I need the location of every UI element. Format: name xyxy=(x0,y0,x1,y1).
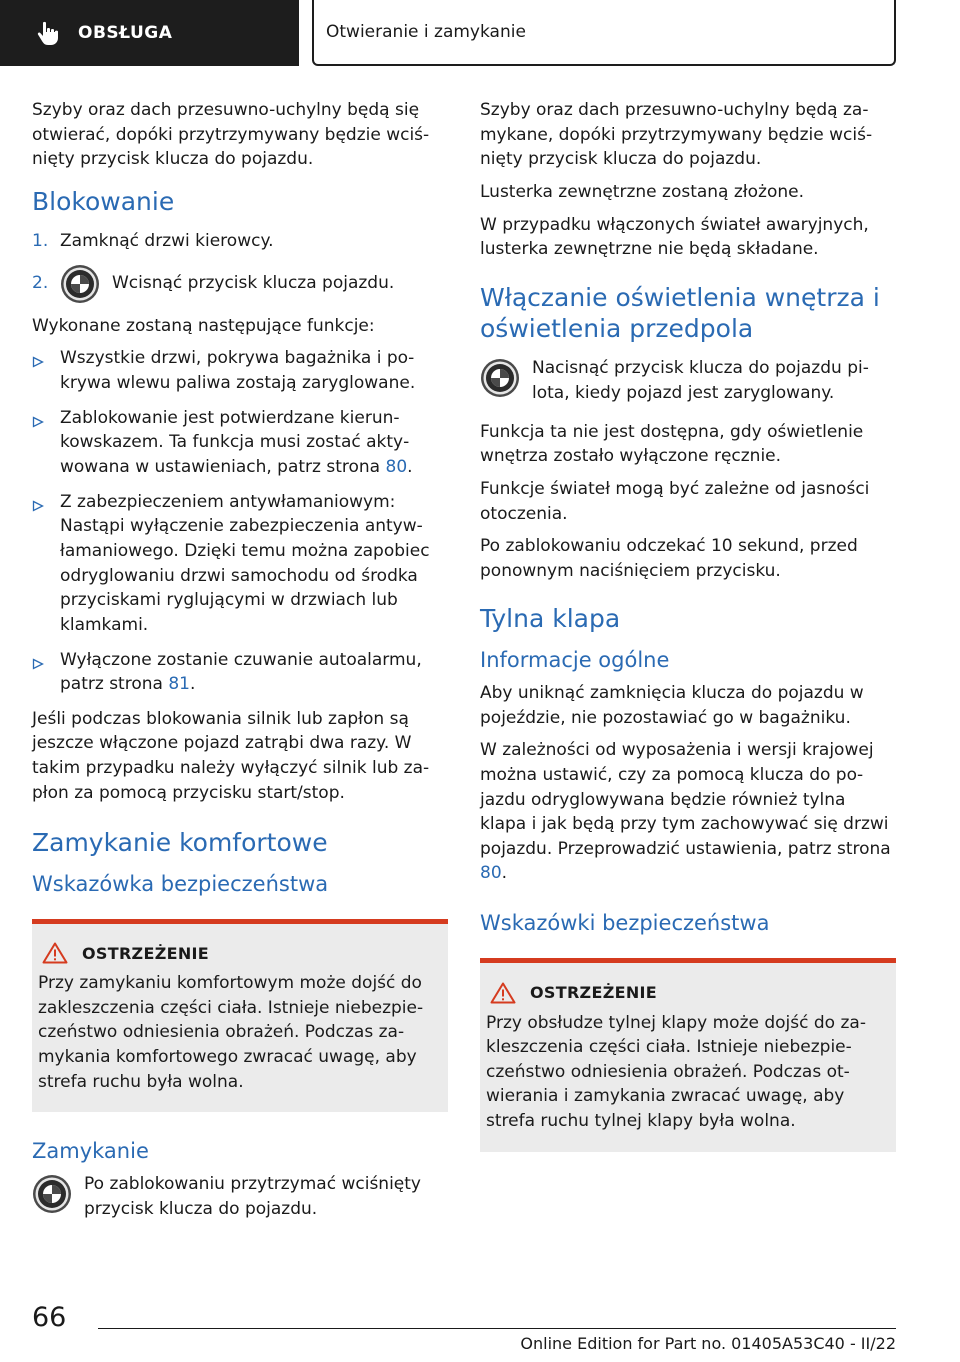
paragraph: Szyby oraz dach przesuwno-uchylny będą zamykane, dopóki przytrzymywany będzie wciśnięty przycisk klucza do pojazdu. xyxy=(480,100,873,170)
edition-text: Online Edition for Part no. 01405A53C40 - II/22 xyxy=(520,1334,896,1353)
list-item xyxy=(32,346,448,395)
punctuation: . xyxy=(501,863,508,884)
list-item xyxy=(32,406,448,480)
footer-divider xyxy=(98,1328,896,1329)
warning-text: Przy obsłudze tylnej klapy może dojść do zakleszczenia części ciała. Istnieje niebezpieczeństwo odniesienia obrażeń. Podczas otwierania i zamykania zwracać uwagę, aby strefa ruchu tylnej klapy była wolna. xyxy=(486,1012,866,1132)
page-number: 66 xyxy=(32,1302,67,1333)
subheading-safety: Wskazówki bezpieczeństwa xyxy=(480,911,770,936)
key-instruction xyxy=(480,356,896,405)
key-button-icon xyxy=(480,358,520,398)
step-text: Zamknąć drzwi kierowcy. xyxy=(60,231,274,252)
right-column xyxy=(480,98,896,1170)
paragraph: Funkcje świateł mogą być zależne od jasności otoczenia. xyxy=(480,478,870,524)
list-item xyxy=(32,648,448,697)
punctuation: . xyxy=(189,674,196,695)
warning-triangle-icon xyxy=(490,982,516,1004)
list-item-text: Wyłączone zostanie czuwanie autoalarmu, patrz strona xyxy=(60,649,422,695)
page-link[interactable]: 80 xyxy=(385,457,408,478)
intro-paragraph: Szyby oraz dach przesuwno-uchylny będą się otwierać, dopóki przytrzymywany będzie wciśnięty przycisk klucza do pojazdu. xyxy=(32,100,430,170)
page-link[interactable]: 80 xyxy=(480,863,502,884)
heading-blokowanie: Blokowanie xyxy=(32,186,175,216)
key-instruction xyxy=(32,1172,448,1221)
hand-icon xyxy=(34,19,62,47)
key-button-icon xyxy=(32,1174,72,1214)
list-item xyxy=(32,490,448,638)
step-number: 2. xyxy=(32,273,49,294)
key-button-icon xyxy=(60,264,100,304)
triangle-bullet-icon xyxy=(32,500,44,512)
step-text: Wcisnąć przycisk klucza pojazdu. xyxy=(112,273,395,294)
paragraph: Po zablokowaniu odczekać 10 sekund, przed ponownym naciśnięciem przycisku. xyxy=(480,536,858,581)
paragraph: Funkcja ta nie jest dostępna, gdy oświetlenie wnętrza zostało wyłączone ręcznie. xyxy=(480,421,864,467)
step-number: 1. xyxy=(32,231,49,252)
paragraph: Lusterka zewnętrzne zostaną złożone. xyxy=(480,181,804,202)
page-link[interactable]: 81 xyxy=(168,674,190,695)
warning-triangle-icon xyxy=(42,942,68,964)
warning-box xyxy=(32,919,448,1112)
warning-text: Przy zamykaniu komfortowym może dojść do zakleszczenia części ciała. Istnieje niebezpieczeństwo odniesienia obrażeń. Podczas zamykania komfortowego zwracać uwagę, aby strefa ruchu była wolna. xyxy=(38,973,424,1092)
instruction-text: Nacisnąć przycisk klucza do pojazdu pilota, kiedy pojazd jest zaryglowany. xyxy=(532,358,869,403)
left-column xyxy=(32,98,448,1236)
list-item-text: Z zabezpieczeniem antywłamaniowym: Nastąpi wyłączenie zabezpieczenia antywłamaniowego. Dzięki temu można zapobiec odryglowaniu drzwi samochodu od środka przyciskami ryglującymi w drzwiach lub klamkami. xyxy=(60,491,430,635)
paragraph: W przypadku włączonych świateł awaryjnych, lusterka zewnętrzne nie będą składane. xyxy=(480,214,869,260)
chapter-tab xyxy=(312,0,896,66)
step-2 xyxy=(32,264,448,304)
list-item-text: Zablokowanie jest potwierdzane kierunkowskazem. Ta funkcja musi zostać aktywowana w ustawieniach, patrz strona xyxy=(60,407,410,478)
section-tab xyxy=(0,0,299,66)
paragraph: Aby uniknąć zamknięcia klucza do pojazdu w pojeździe, nie pozostawiać go w bagażniku. xyxy=(480,682,864,728)
section-title: OBSŁUGA xyxy=(78,22,173,43)
chapter-title: Otwieranie i zamykanie xyxy=(326,21,526,42)
subheading-info: Informacje ogólne xyxy=(480,647,670,672)
page-header xyxy=(0,0,896,66)
list-item-text: Wszystkie drzwi, pokrywa bagażnika i pokrywa wlewu paliwa zostają zaryglowane. xyxy=(60,348,416,394)
page-footer xyxy=(0,1290,960,1362)
heading-tylna-klapa: Tylna klapa xyxy=(480,604,621,634)
subheading-safety: Wskazówka bezpieczeństwa xyxy=(32,871,329,896)
triangle-bullet-icon xyxy=(32,356,44,368)
step-1 xyxy=(32,229,448,254)
heading-zamykanie-komfortowe: Zamykanie komfortowe xyxy=(32,828,328,858)
instruction-text: Po zablokowaniu przytrzymać wciśnięty przycisk klucza do pojazdu. xyxy=(84,1174,421,1220)
warning-title: OSTRZEŻENIE xyxy=(530,983,657,1003)
triangle-bullet-icon xyxy=(32,658,44,670)
warning-title: OSTRZEŻENIE xyxy=(82,943,209,963)
warning-box xyxy=(480,958,896,1151)
blokowanie-note: Jeśli podczas blokowania silnik lub zapłon są jeszcze włączone pojazd zatrąbi dwa razy. W takim przypadku należy wyłączyć silnik lub zapłon za pomocą przycisku start/stop. xyxy=(32,708,430,803)
heading-oswietlenie: Włączanie oświetlenia wnętrza i oświetlenia przedpola xyxy=(480,282,880,344)
functions-intro: Wykonane zostaną następujące funkcje: xyxy=(32,315,375,336)
subheading-zamykanie: Zamykanie xyxy=(32,1139,149,1164)
paragraph: W zależności od wyposażenia i wersji krajowej można ustawić, czy za pomocą klucza do pojazdu odryglowywana będzie również tylna klapa i jak będą przy tym zachowywać się drzwi pojazdu. Przeprowadzić ustawienia, patrz strona xyxy=(480,740,891,859)
triangle-bullet-icon xyxy=(32,416,44,428)
punctuation: . xyxy=(407,457,413,478)
